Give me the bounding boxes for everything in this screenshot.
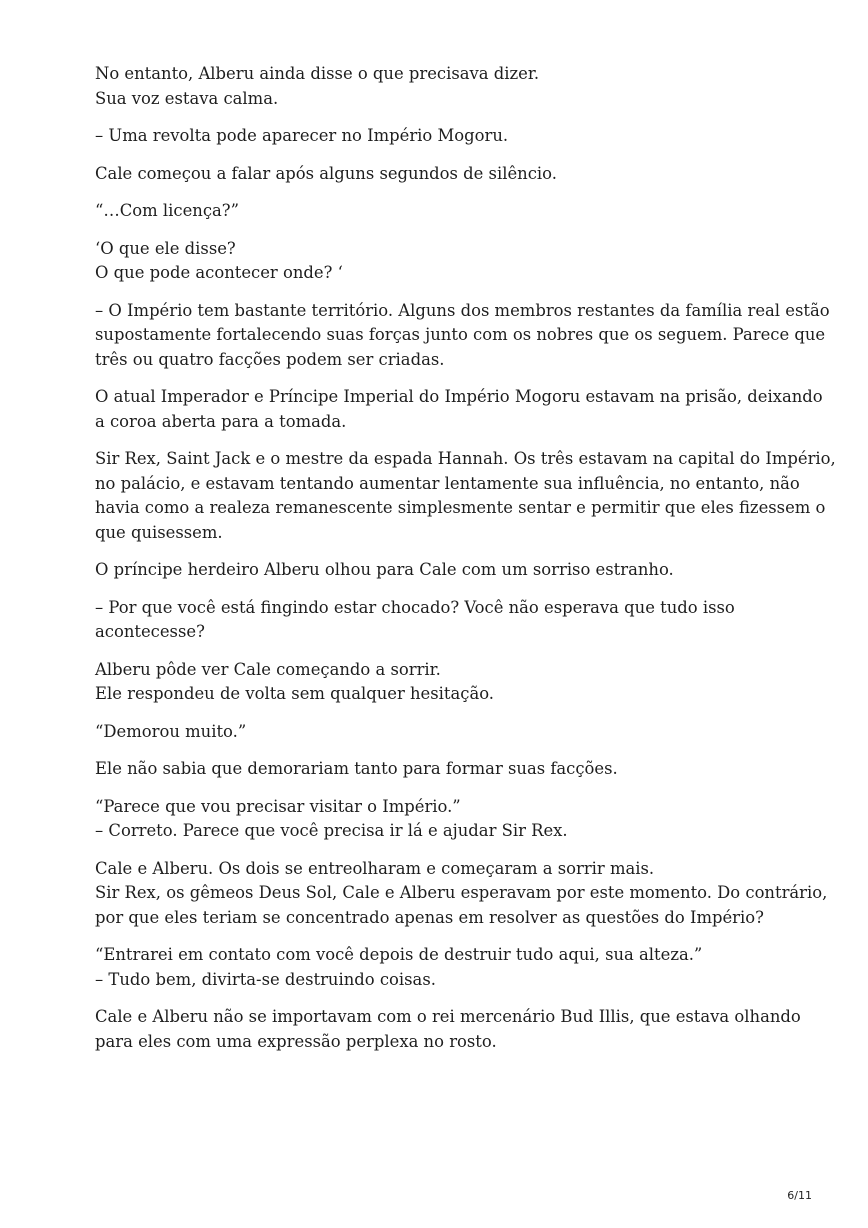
paragraph	[95, 658, 795, 707]
paragraph	[95, 124, 795, 149]
paragraph	[95, 447, 836, 545]
text-line: Alberu pôde ver Cale começando a sorrir.	[95, 659, 441, 679]
text-line: O príncipe herdeiro Alberu olhou para Cale com um sorriso estranho.	[95, 560, 674, 579]
text-line: – Uma revolta pode aparecer no Império Mogoru.	[95, 126, 509, 145]
text-line: “…Com licença?”	[95, 201, 239, 220]
text-line: – Por que você está fingindo estar chocado? Você não esperava que tudo isso	[95, 597, 735, 617]
text-line: ‘O que ele disse?	[95, 238, 236, 258]
text-line: para eles com uma expressão perplexa no rosto.	[95, 1031, 497, 1051]
paragraph	[95, 1005, 801, 1054]
text-line: Ele não sabia que demorariam tanto para formar suas facções.	[95, 759, 618, 778]
text-line: no palácio, e estavam tentando aumentar lentamente sua influência, no entanto, não	[95, 473, 800, 493]
text-line: – O Império tem bastante território. Alguns dos membros restantes da família real estão	[95, 300, 830, 320]
text-line: No entanto, Alberu ainda disse o que precisava dizer.	[95, 64, 540, 83]
text-line: O atual Imperador e Príncipe Imperial do Império Mogoru estavam na prisão, deixando	[95, 387, 823, 406]
text-line: acontecesse?	[95, 622, 205, 641]
paragraph	[95, 558, 795, 583]
paragraph	[95, 62, 795, 111]
paragraph	[95, 857, 828, 931]
document-body	[95, 62, 836, 1067]
text-line: Sir Rex, Saint Jack e o mestre da espada Hannah. Os três estavam na capital do Império,	[95, 449, 836, 468]
text-line: Cale começou a falar após alguns segundos de silêncio.	[95, 163, 557, 183]
paragraph	[95, 720, 795, 745]
paragraph	[95, 943, 795, 992]
text-line: “Demorou muito.”	[95, 721, 247, 741]
text-line: Cale e Alberu. Os dois se entreolharam e começaram a sorrir mais.	[95, 858, 655, 878]
paragraph	[95, 199, 795, 224]
text-line: Sir Rex, os gêmeos Deus Sol, Cale e Alberu esperavam por este momento. Do contrário,	[95, 883, 828, 902]
text-line: “Entrarei em contato com você depois de destruir tudo aqui, sua alteza.”	[95, 945, 703, 964]
text-line: “Parece que vou precisar visitar o Império.”	[95, 796, 461, 816]
text-line: Sua voz estava calma.	[95, 88, 279, 108]
text-line: três ou quatro facções podem ser criadas.	[95, 349, 445, 369]
text-line: – Correto. Parece que você precisa ir lá e ajudar Sir Rex.	[95, 821, 568, 840]
text-line: O que pode acontecer onde? ‘	[95, 263, 343, 282]
paragraph	[95, 385, 823, 434]
paragraph	[95, 596, 795, 645]
paragraph	[95, 757, 795, 782]
text-line: supostamente fortalecendo suas forças junto com os nobres que os seguem. Parece que	[95, 325, 826, 344]
text-line: – Tudo bem, divirta-se destruindo coisas.	[95, 969, 436, 989]
page-number: 6/11	[787, 1189, 812, 1202]
paragraph	[95, 162, 795, 187]
text-line: por que eles teriam se concentrado apenas em resolver as questões do Império?	[95, 907, 764, 927]
text-line: a coroa aberta para a tomada.	[95, 411, 347, 431]
paragraph	[95, 299, 830, 373]
paragraph	[95, 237, 795, 286]
paragraph	[95, 795, 795, 844]
text-line: Ele respondeu de volta sem qualquer hesitação.	[95, 684, 495, 703]
text-line: que quisessem.	[95, 522, 223, 542]
text-line: havia como a realeza remanescente simplesmente sentar e permitir que eles fizessem o	[95, 498, 826, 517]
text-line: Cale e Alberu não se importavam com o rei mercenário Bud Illis, que estava olhando	[95, 1007, 801, 1026]
